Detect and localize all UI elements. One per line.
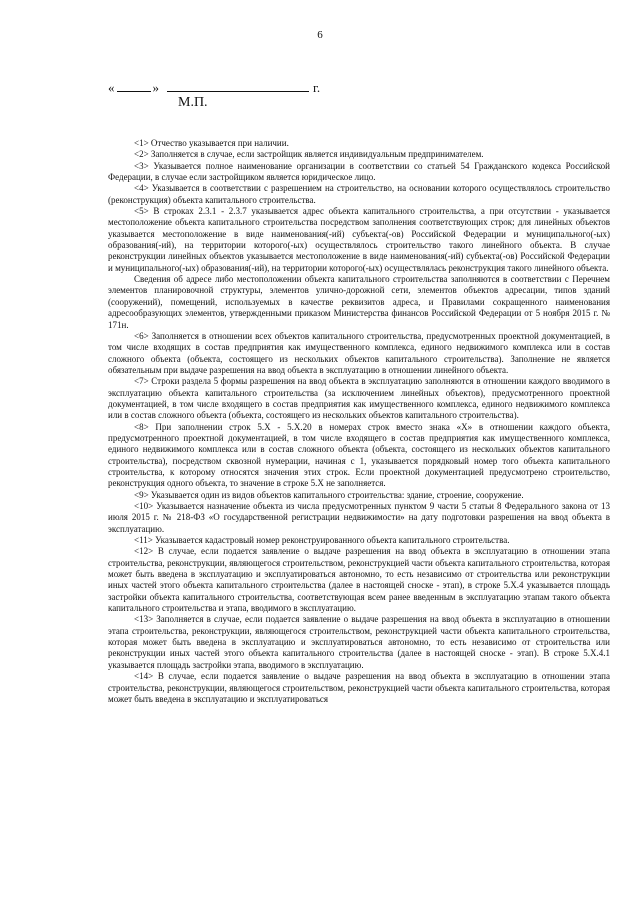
footnote-4: <4> Указывается в соответствии с разрешением на строительство, на основании которого осуществлялось строительство (реконструкция) объекта капитального строительства. <box>108 183 610 205</box>
footnote-2: <2> Заполняется в случае, если застройщик является индивидуальным предпринимателем. <box>134 149 484 160</box>
footnote-1: <1> Отчество указывается при наличии. <box>134 138 289 148</box>
date-line <box>108 80 320 96</box>
footnote-5-address-info: Сведения об адресе либо местоположении объекта капитального строительства заполняются в соответствии с Перечнем элементов планировочной структуры, элементов улично-дорожной сети, элементов объектов адресации, типов зданий (сооружений), помещений, используемых в качестве реквизитов адреса, и Правилами сокращенного наименования адресообразующих элементов, утвержденными приказом Министерства финансов Российской Федерации от 5 ноября 2015 г. № 171н. <box>108 274 610 330</box>
footnote-3: <3> Указывается полное наименование организации в соответствии со статьей 54 Гражданского кодекса Российской Федерации, в случае если застройщиком является юридическое лицо. <box>108 160 610 183</box>
footnote-5: <5> В строках 2.3.1 - 2.3.7 указывается адрес объекта капитального строительства, а при отсутствии - указывается местоположение объекта капитального строительства посредством заполнения соответствующих строк; для линейных объектов указывается местоположение в виде наименования(-ий) субъекта(-ов) Российской Федерации и муниципального(-ых) образования(-ий), на территории которого(-ых) осуществлялось строительство такого линейного объекта. В случае реконструкции линейных объектов указывается местоположение в виде наименования(-ий) субъекта(-ов) Российской Федерации и муниципального(-ых) образования(-ий), на территории которого(-ых) осуществлялась реконструкция такого линейного объекта. <box>108 206 610 273</box>
day-blank <box>117 80 151 92</box>
footnote-7: <7> Строки раздела 5 формы разрешения на ввод объекта в эксплуатацию заполняются в отношении каждого вводимого в эксплуатацию объекта капитального строительства (за исключением линейных объектов), предусмотренного проектной документацией, в том числе входящего в состав предприятия как имущественного комплекса, единого недвижимого комплекса или в состав сложного объекта (объекта, состоящего из нескольких объектов капитального строительства). <box>108 376 610 421</box>
month-year-blank <box>167 80 309 92</box>
page-number: 6 <box>317 29 323 41</box>
footnote-8: <8> При заполнении строк 5.X - 5.X.20 в номерах строк вместо знака «X» в отношении каждого объекта, предусмотренного проектной документацией, в том числе входящего в состав предприятия как имущественного комплекса, единого недвижимого комплекса или в состав сложного объекта (объекта, состоящего из нескольких объектов капитального строительства), посредством сквозной нумерации, начиная с 1, указывается порядковый номер того объекта капитального строительства, к которому относятся значения этих строк. Если проектной документацией предусмотрено строительство, реконструкция одного объекта, то значение в строке 5.X не заполняется. <box>108 421 610 489</box>
date-open-quote: « <box>108 80 115 95</box>
footnote-6: <6> Заполняется в отношении всех объектов капитального строительства, предусмотренных проектной документацией, в том числе входящих в состав предприятия как имущественного комплекса, единого недвижимого комплекса или в состав сложного объекта (объекта, состоящего из нескольких объектов капитального строительства). Заполнение не является обязательным при выдаче разрешения на ввод объекта в эксплуатацию в отношении линейного объекта. <box>108 330 610 375</box>
footnote-10: <10> Указывается назначение объекта из числа предусмотренных пунктом 9 части 5 статьи 8 Федерального закона от 13 июля 2015 г. № 218-ФЗ «О государственной регистрации недвижимости» на дату подготовки разрешения на ввод объекта в эксплуатацию. <box>108 501 610 534</box>
footnote-11: <11> Указывается кадастровый номер реконструированного объекта капитального строительства. <box>134 535 510 546</box>
footnote-13: <13> Заполняется в случае, если подается заявление о выдаче разрешения на ввод объекта в эксплуатацию в отношении этапа строительства, реконструкции, являющегося строительством, реконструкцией части объекта капитального строительства, которая может быть введена в эксплуатацию и эксплуатироваться автономно, то есть независимо от строительства или реконструкции иных частей этого объекта капитального строительства (далее в настоящей сноске - этап). В строке 5.X.4.1 указывается площадь застройки этапа, вводимого в эксплуатацию. <box>108 614 610 670</box>
footnote-12: <12> В случае, если подается заявление о выдаче разрешения на ввод объекта в эксплуатацию в отношении этапа строительства, реконструкции, являющегося строительством, реконструкцией части объекта капитального строительства, которая может быть введена в эксплуатацию и эксплуатироваться автономно, то есть независимо от строительства или реконструкции иных частей этого объекта капитального строительства (далее в настоящей сноске - этап), в строке 5.X.4 указывается площадь застройки объекта капитального строительства, соответствующая всем ранее введенным в эксплуатацию этапам такого объекта капитального строительства и этапа, вводимого в эксплуатацию. <box>108 546 610 614</box>
stamp-label: М.П. <box>178 95 208 110</box>
footnotes <box>108 138 610 705</box>
footnote-9: <9> Указывается один из видов объектов капитального строительства: здание, строение, сооружение. <box>134 489 524 500</box>
date-close-quote: » <box>152 80 159 95</box>
year-suffix: г. <box>313 80 321 95</box>
footnote-14: <14> В случае, если подается заявление о выдаче разрешения на ввод объекта в эксплуатацию в отношении этапа строительства, реконструкции, являющегося строительством, реконструкцией части объекта капитального строительства, которая может быть введена в эксплуатацию и эксплуатироваться <box>108 671 610 704</box>
